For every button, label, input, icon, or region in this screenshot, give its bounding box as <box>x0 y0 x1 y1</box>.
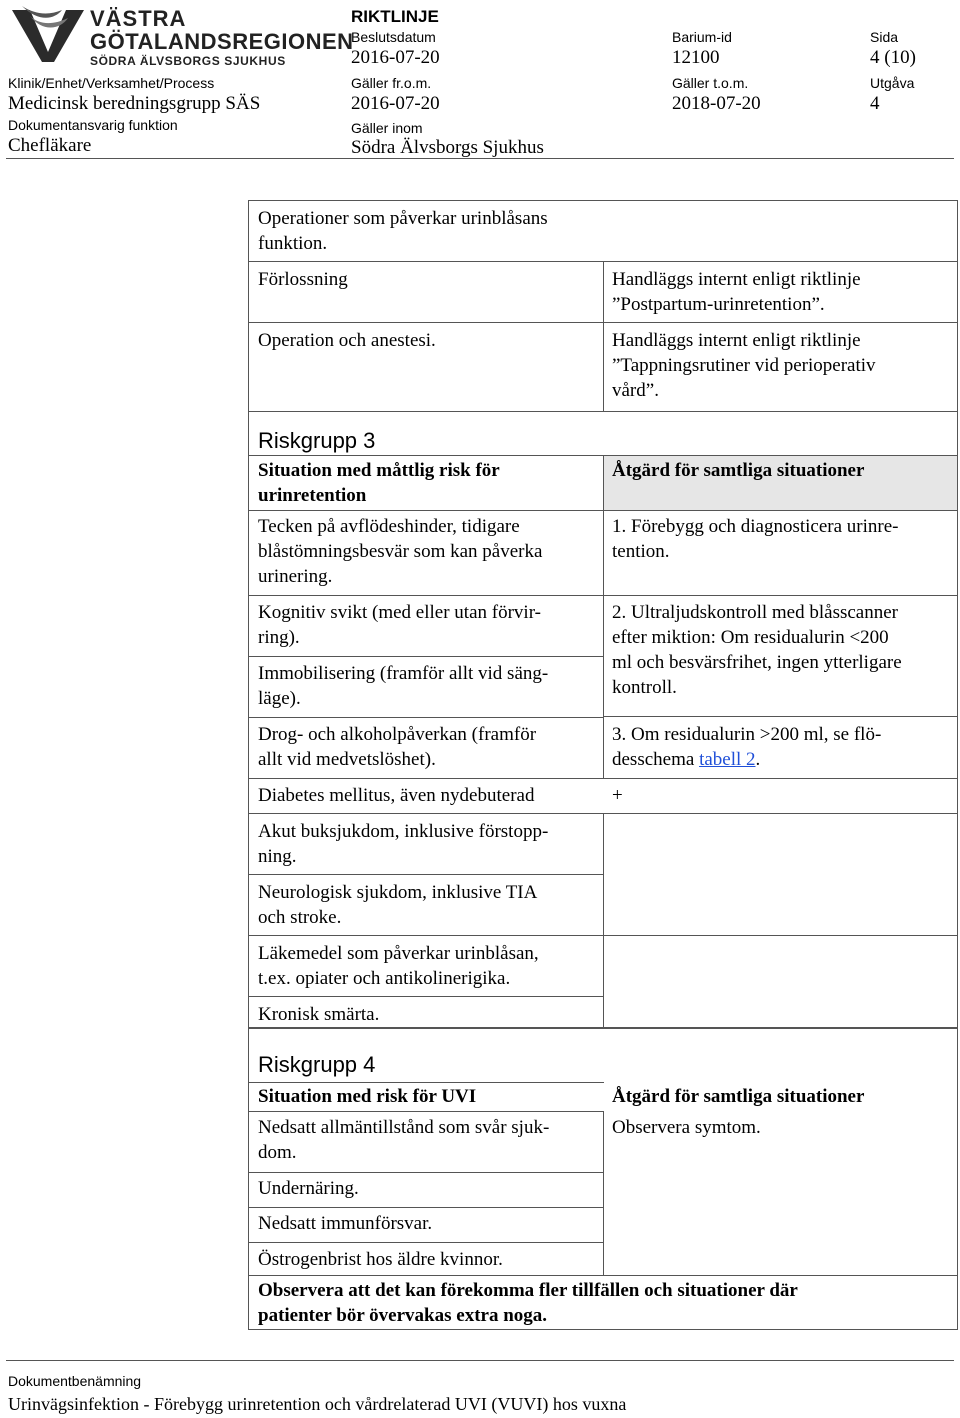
valid-in-label: Gäller inom <box>351 120 423 136</box>
valid-to-value: 2018-07-20 <box>672 93 761 114</box>
rg3-item-1-line-1: Tecken på avflödeshinder, tidigare <box>258 516 520 537</box>
risk-table <box>248 200 958 1330</box>
rg3-item-3-line-2: läge). <box>258 688 301 709</box>
rg3-item-1-line-2: blåstömningsbesvär som kan påverka <box>258 541 543 562</box>
unit-label: Klinik/Enhet/Verksamhet/Process <box>8 75 215 91</box>
rg3-item-6-line-2: ning. <box>258 846 297 867</box>
rg3-action-2-line-3: ml och besvärsfrihet, ingen ytterligare <box>612 652 902 673</box>
unit-value: Medicinsk beredningsgrupp SÄS <box>8 93 261 114</box>
rg3-situation-line-2: urinretention <box>258 485 367 506</box>
rg3-empty-cell <box>603 813 958 936</box>
tabell-2-link[interactable]: tabell 2 <box>699 749 756 770</box>
rg3-action-2-line-1: 2. Ultraljudskontroll med blåsscanner <box>612 602 898 623</box>
rg4-action-text: Observera symtom. <box>612 1117 761 1138</box>
rg3-item-7-line-2: och stroke. <box>258 907 342 928</box>
rg3-action-3-pre: desschema <box>612 749 700 770</box>
rg3-item-6-line-1: Akut buksjukdom, inklusive förstopp- <box>258 821 549 842</box>
document-type: RIKTLINJE <box>351 7 439 26</box>
rg3-item-7-line-1: Neurologisk sjukdom, inklusive TIA <box>258 882 538 903</box>
rg4-item-3-line-1: Nedsatt immunförsvar. <box>258 1213 433 1234</box>
rg3-action-3-line-1: 3. Om residualurin >200 ml, se flö- <box>612 724 882 745</box>
decision-date-value: 2016-07-20 <box>351 47 440 68</box>
barium-id-label: Barium-id <box>672 29 732 45</box>
anesthesia-action-line-3: vård”. <box>612 380 659 401</box>
anesthesia-action-line-1: Handläggs internt enligt riktlinje <box>612 330 861 351</box>
responsible-label: Dokumentansvarig funktion <box>8 117 178 133</box>
rg3-action-3-line-2 <box>612 747 760 772</box>
logo-line-2: GÖTALANDSREGIONEN <box>90 29 354 54</box>
birth-label: Förlossning <box>258 269 348 290</box>
decision-date-label: Beslutsdatum <box>351 29 436 45</box>
rg4-action-header: Åtgärd för samtliga situationer <box>612 1086 865 1107</box>
document-header <box>0 0 960 160</box>
birth-action-line-2: ”Postpartum-urinretention”. <box>612 294 825 315</box>
rg3-item-8-line-2: t.ex. opiater och antikolinerigika. <box>258 968 511 989</box>
rg3-action-2-line-4: kontroll. <box>612 677 677 698</box>
edition-value: 4 <box>870 93 880 114</box>
rg3-item-4-line-1: Drog- och alkoholpåverkan (framför <box>258 724 537 745</box>
page-value: 4 (10) <box>870 47 916 68</box>
responsible-value: Chefläkare <box>8 135 92 156</box>
ops-line-2: funktion. <box>258 233 328 254</box>
page-label: Sida <box>870 29 899 45</box>
rg3-action-1-line-2: tention. <box>612 541 670 562</box>
document-name-value: Urinvägsinfektion - Förebygg urinretention och vårdrelaterad UVI (VUVI) hos vuxna <box>8 1394 627 1414</box>
rg4-item-4-line-1: Östrogenbrist hos äldre kvinnor. <box>258 1249 503 1270</box>
rg3-action-2-line-2: efter miktion: Om residualurin <200 <box>612 627 889 648</box>
rg3-item-4-line-2: allt vid medvetslöshet). <box>258 749 436 770</box>
rg3-item-2-line-2: ring). <box>258 627 300 648</box>
riskgrupp4-heading: Riskgrupp 4 <box>258 1052 376 1077</box>
rg3-item-1-line-3: urinering. <box>258 566 333 587</box>
footer-divider <box>6 1360 954 1361</box>
rg4-item-1-line-1: Nedsatt allmäntillstånd som svår sjuk- <box>258 1117 550 1138</box>
anesthesia-label: Operation och anestesi. <box>258 330 436 351</box>
region-emblem-icon <box>8 4 88 66</box>
document-name-label: Dokumentbenämning <box>8 1373 142 1389</box>
rg4-item-2-line-1: Undernäring. <box>258 1178 359 1199</box>
header-divider <box>6 158 954 159</box>
rg3-item-9-line-1: Kronisk smärta. <box>258 1004 380 1025</box>
valid-in-value: Södra Älvsborgs Sjukhus <box>351 137 544 158</box>
region-logo <box>8 4 354 68</box>
valid-from-value: 2016-07-20 <box>351 93 440 114</box>
rg3-action-1-line-1: 1. Förebygg och diagnosticera urinre- <box>612 516 899 537</box>
rg3-item-2-line-1: Kognitiv svikt (med eller utan förvir- <box>258 602 541 623</box>
barium-id-value: 12100 <box>672 47 720 68</box>
riskgrupp3-heading: Riskgrupp 3 <box>258 428 376 453</box>
rg3-situation-line-1: Situation med måttlig risk för <box>258 460 500 481</box>
edition-label: Utgåva <box>870 75 915 91</box>
rg3-action-header: Åtgärd för samtliga situationer <box>612 460 865 481</box>
birth-action-line-1: Handläggs internt enligt riktlinje <box>612 269 861 290</box>
rg3-item-8-line-1: Läkemedel som påverkar urinblåsan, <box>258 943 539 964</box>
ops-line-1: Operationer som påverkar urinblåsans <box>258 208 548 229</box>
note-line-1: Observera att det kan förekomma fler tillfällen och situationer där <box>258 1280 798 1301</box>
rg3-item-5-line-1: Diabetes mellitus, även nydebuterad <box>258 785 535 806</box>
logo-line-3: SÖDRA ÄLVSBORGS SJUKHUS <box>90 54 286 68</box>
rg3-item-3-line-1: Immobilisering (framför allt vid säng- <box>258 663 549 684</box>
rg4-situation-header: Situation med risk för UVI <box>258 1086 477 1107</box>
rg3-action-3-post: . <box>755 749 761 770</box>
valid-to-label: Gäller t.o.m. <box>672 75 749 91</box>
note-line-2: patienter bör övervakas extra noga. <box>258 1305 548 1326</box>
logo-line-1: VÄSTRA <box>90 6 187 31</box>
rg4-item-1-line-2: dom. <box>258 1142 297 1163</box>
rg3-plus-mark: + <box>612 785 623 806</box>
anesthesia-action-line-2: ”Tappningsrutiner vid perioperativ <box>612 355 876 376</box>
valid-from-label: Gäller fr.o.m. <box>351 75 432 91</box>
